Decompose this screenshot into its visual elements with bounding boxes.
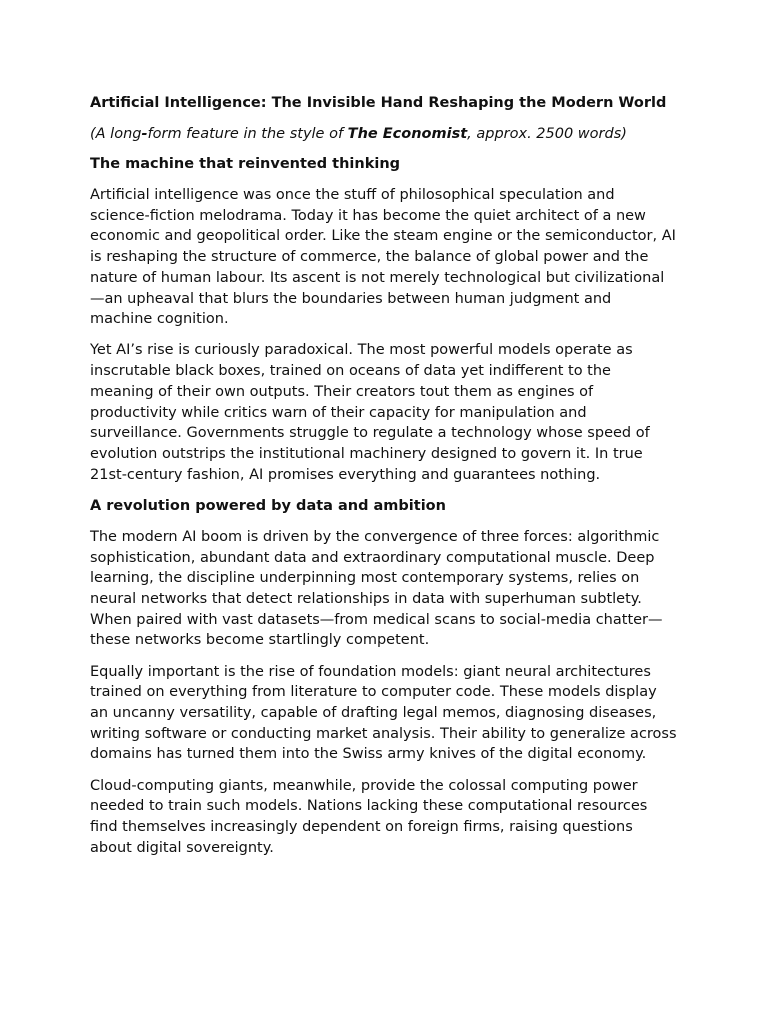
paragraph: Equally important is the rise of foundation models: giant neural architectures trained on everything from literature to computer code. These models display an uncanny versatility, capable of drafting legal memos, diagnosing diseases, writing software or conducting market analysis. Their ability to generalize across domains has turned them into the Swiss army knives of the digital economy. (90, 663, 677, 763)
subtitle-dash: - (141, 126, 148, 142)
subtitle-publication: The Economist (347, 126, 468, 142)
section-heading-1: The machine that reinvented thinking (90, 156, 401, 172)
subtitle-middle: form feature in the style of (147, 126, 348, 142)
document-subtitle (90, 124, 678, 144)
paragraph: The modern AI boom is driven by the convergence of three forces: algorithmic sophistication, abundant data and extraordinary computational muscle. Deep learning, the discipline underpinning most contemporary systems, relies on neural networks that detect relationships in data with superhuman subtlety. When paired with vast datasets—from medical scans to social-media chatter—these networks become startlingly competent. (90, 528, 663, 649)
paragraph: Cloud-computing giants, meanwhile, provide the colossal computing power needed to train such models. Nations lacking these computational resources find themselves increasingly dependent on foreign firms, raising questions about digital sovereignty. (90, 777, 648, 856)
subtitle-prefix: (A long (90, 126, 142, 142)
document-title: Artificial Intelligence: The Invisible Hand Reshaping the Modern World (90, 95, 667, 111)
section-heading-2: A revolution powered by data and ambition (90, 497, 446, 514)
paragraph: Yet AI’s rise is curiously paradoxical. The most powerful models operate as inscrutable black boxes, trained on oceans of data yet indifferent to the meaning of their own outputs. Their creators tout them as engines of productivity while critics warn of their capacity for manipulation and surveillance. Governments struggle to regulate a technology whose speed of evolution outstrips the institutional machinery designed to govern it. In true 21st-century fashion, AI promises everything and guarantees nothing. (90, 342, 650, 483)
subtitle-suffix: , approx. 2500 words) (467, 126, 627, 142)
paragraph: Artificial intelligence was once the stuff of philosophical speculation and science-fiction melodrama. Today it has become the quiet architect of a new economic and geopolitical order. Like the steam engine or the semiconductor, AI is reshaping the structure of commerce, the balance of global power and the nature of human labour. Its ascent is not merely technological but civilizational—an upheaval that blurs the boundaries between human judgment and machine cognition. (90, 187, 676, 328)
